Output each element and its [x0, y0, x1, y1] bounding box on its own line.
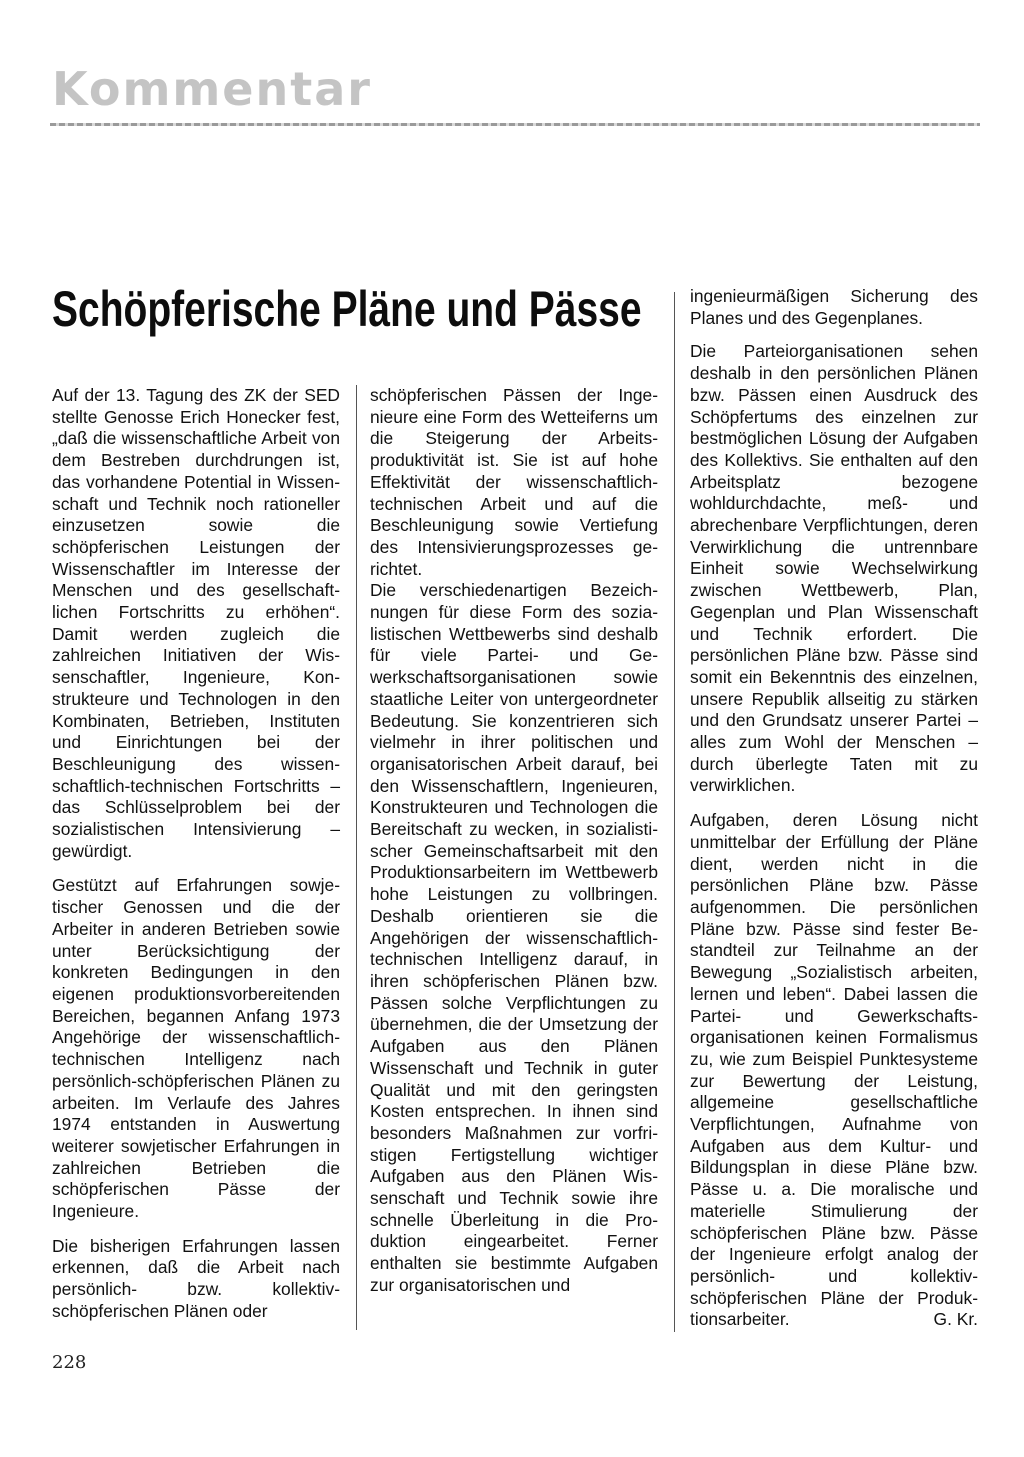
article-column-2 [370, 385, 658, 1297]
page-number: 228 [52, 1352, 87, 1373]
section-label: Kommentar [52, 62, 372, 116]
paragraph: Die verschiedenartigen Bezeichnungen für diese Form des sozialistischen Wettbewerbs sind deshalb für viele Partei- und Gewerkschaftsorganisationen sowie staatliche Leiter von untergeordneter Bedeutung. Sie konzentrieren sich vielmehr in ihrer politischen und organisatorischen Arbeit darauf, bei den Wissenschaftlern, Ingenieuren, Konstrukteuren und Technologen die Bereitschaft zu wecken, in sozialistischer Gemeinschaftsarbeit mit den Produktionsarbeitern im Wettbewerb hohe Leistungen zu vollbringen. Deshalb orientieren sie die Angehörigen der wissenschaftlich-technischen Intelligenz darauf, in ihren schöpferischen Plänen bzw. Pässen solche Verpflichtungen zu übernehmen, die der Umsetzung der Aufgaben aus den Plänen Wissenschaft und Technik in guter Qualität und mit den geringsten Kosten entsprechen. In ihnen sind besonders Maßnahmen zur vorfristigen Fertigstellung wichtiger Aufgaben aus den Plänen Wissenschaft und Technik sowie ihre schnelle Überleitung in die Produktion eingearbeitet. Ferner enthalten sie bestimmte Aufgaben zur organisatorischen und [370, 580, 658, 1295]
header-rule [50, 123, 980, 126]
author-initials: G. Kr. [933, 1309, 978, 1330]
column-divider [674, 292, 675, 1332]
article-column-3 [690, 286, 978, 1331]
paragraph: Die Parteiorganisationen sehen deshalb in den persönlichen Plänen bzw. Pässen einen Ausdruck des Schöpfertums des einzelnen zur bestmöglichen Lösung der Aufgaben des Kollektivs. Sie enthalten auf den Arbeitsplatz bezogene wohldurchdachte, meß- und abrechenbare Verpflichtungen, deren Verwirklichung die untrennbare Einheit sowie Wechselwirkung zwischen Wettbewerb, Plan, Gegenplan und Plan Wissenschaft und Technik erfordert. Die persönlichen Pläne bzw. Pässe sind somit ein Bekenntnis des einzelnen, unsere Republik allseitig zu stärken und den Grundsatz unserer Partei – alles zum Wohl der Menschen – durch überlegte Taten mit zu verwirklichen. [690, 341, 978, 796]
paragraph: Gestützt auf Erfahrungen sowjetischer Genossen und die der Arbeiter in anderen Betrieben sowie unter Berücksichtigung der konkreten Bedingungen in den eigenen produktionsvorbereitenden Bereichen, begannen Anfang 1973 Angehörige der wissenschaftlich-technischen Intelligenz nach persönlich-schöpferischen Plänen zu arbeiten. Im Verlaufe des Jahres 1974 entstanden in Auswertung weiterer sowjetischer Erfahrungen in zahlreichen Betrieben die schöpferischen Pässe der Ingenieure. [52, 875, 340, 1222]
paragraph: Auf der 13. Tagung des ZK der SED stellte Genosse Erich Honecker fest, „daß die wissenschaftliche Arbeit von dem Bestreben durchdrungen ist, das vorhandene Potential in Wissenschaft und Technik noch rationeller einzusetzen sowie die schöpferischen Leistungen der Wissenschaftler im Interesse der Menschen und des gesellschaftlichen Fortschritts zu erhöhen“. Damit werden zugleich die zahlreichen Initiativen der Wissenschaftler, Ingenieure, Konstrukteure und Technologen in den Kombinaten, Betrieben, Instituten und Einrichtungen bei der Beschleunigung des wissenschaftlich-technischen Fortschritts – das Schlüsselproblem bei der sozialistischen Intensivierung – gewürdigt. [52, 385, 340, 861]
article-column-1 [52, 385, 340, 1323]
paragraph: ingenieurmäßigen Sicherung des Planes und des Gegenplanes. [690, 286, 978, 328]
paragraph [690, 810, 978, 1331]
paragraph-text: Aufgaben, deren Lösung nicht unmittelbar der Erfüllung der Pläne dient, werden nicht in die persönlichen Pläne bzw. Pässe aufgenommen. Die persönlichen Pläne bzw. Pässe sind fester Bestandteil zur Teilnahme an der Bewegung „Sozialistisch arbeiten, lernen und leben“. Dabei lassen die Partei- und Gewerkschaftsorganisationen keinen Formalismus zu, wie zum Beispiel Punktesysteme zur Bewertung der Leistung, allgemeine gesellschaftliche Verpflichtungen, Aufnahme von Aufgaben aus dem Kultur- und Bildungsplan in diese Pläne bzw. Pässe u. a. Die moralische und materielle Stimulierung der schöpferischen Pläne bzw. Pässe der Ingenieure erfolgt analog der persönlich- und kollektivschöpferischen Pläne der Produktionsarbeiter. [690, 810, 978, 1330]
article-headline: Schöpferische Pläne und Pässe [52, 281, 642, 337]
paragraph: schöpferischen Pässen der Ingenieure eine Form des Wetteiferns um die Steigerung der Arbeitsproduktivität ist. Sie ist auf hohe Effektivität der wissenschaftlichtechnischen Arbeit und auf die Beschleunigung sowie Vertiefung des Intensivierungsprozesses gerichtet. [370, 385, 658, 579]
paragraph: Die bisherigen Erfahrungen lassen erkennen, daß die Arbeit nach persönlich- bzw. kollektivschöpferischen Plänen oder [52, 1235, 340, 1321]
column-divider [356, 385, 357, 1330]
